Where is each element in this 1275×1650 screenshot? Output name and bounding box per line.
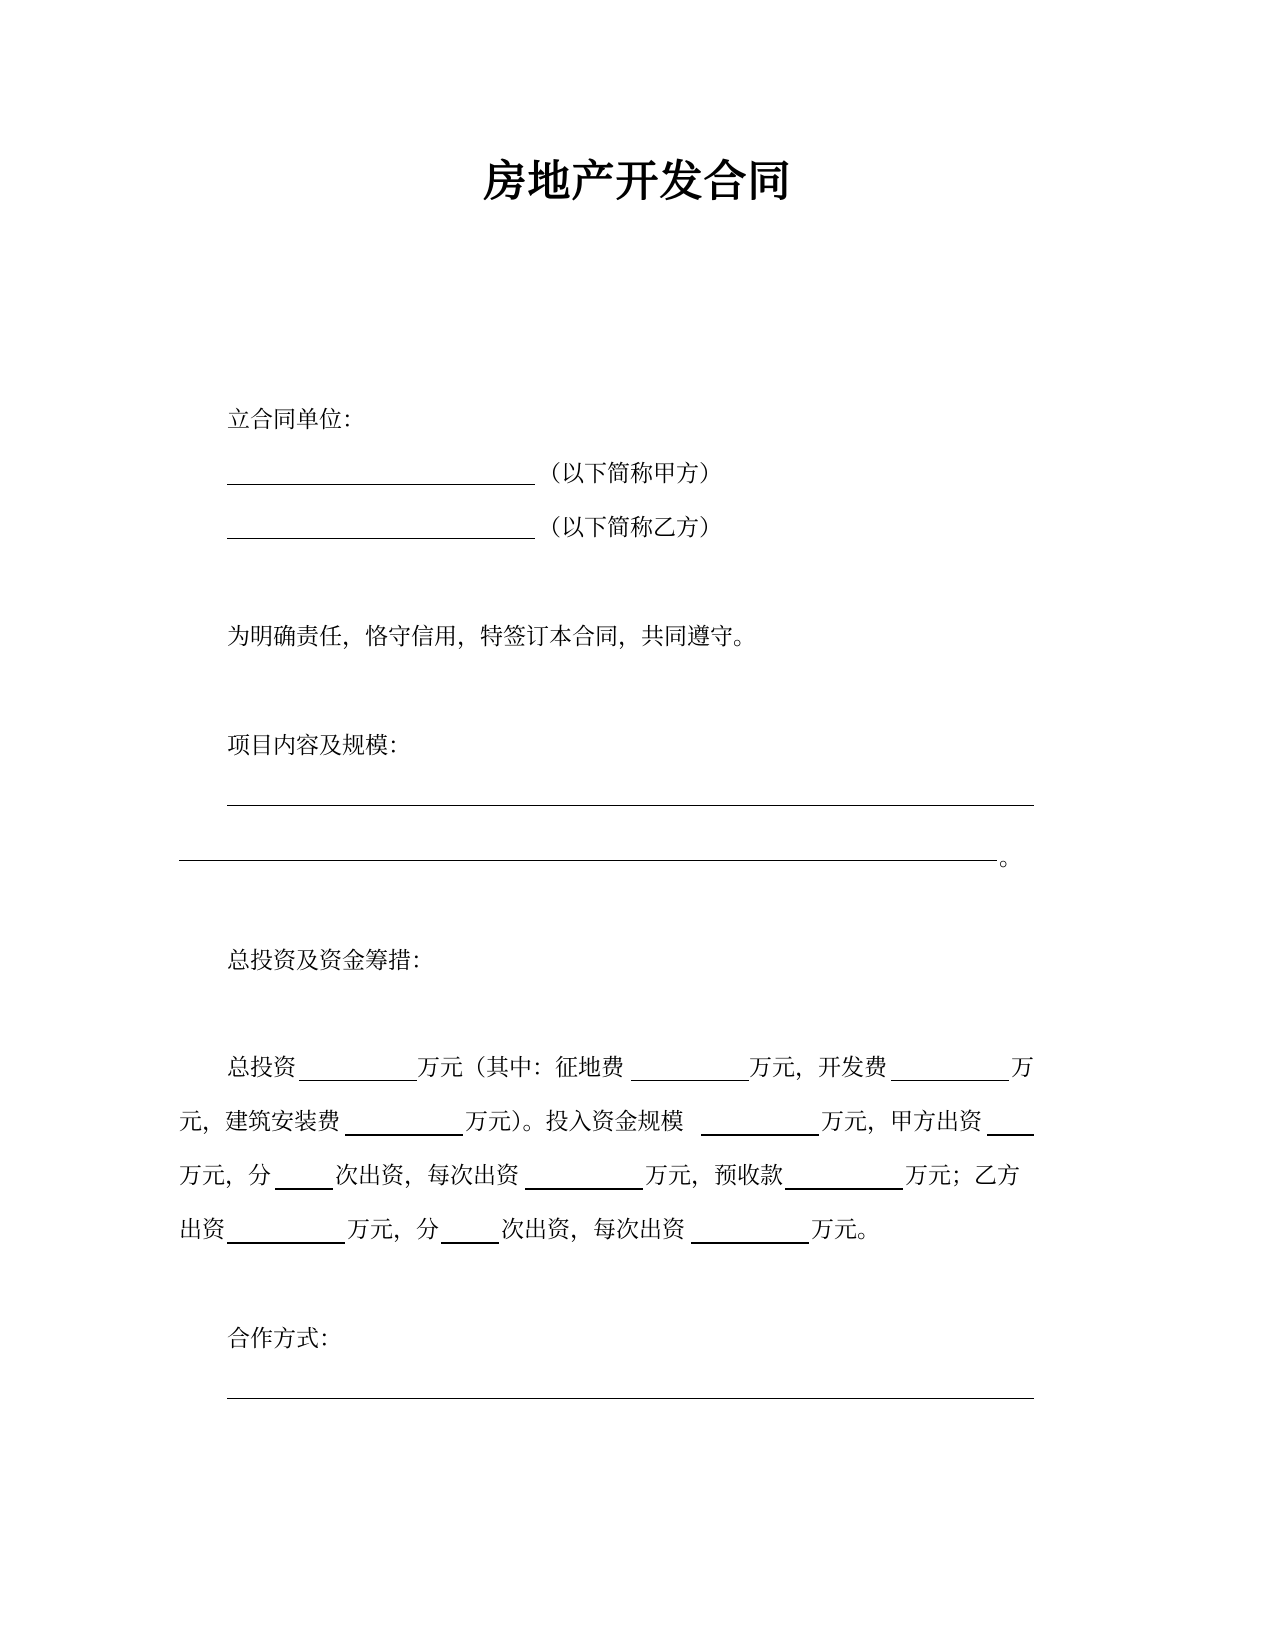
investment-line-1: [227, 1053, 1037, 1083]
cooperation-blank-line[interactable]: [227, 1398, 1034, 1399]
investment-text: 万元）。投入资金规模: [465, 1109, 684, 1135]
project-blank-line-2[interactable]: [179, 860, 997, 861]
parties-label: 立合同单位：: [227, 407, 365, 433]
investment-text: 万元（其中：征地费: [417, 1055, 624, 1081]
investment-text: 次出资，每次出资: [501, 1217, 685, 1243]
party-b-blank[interactable]: [227, 538, 535, 539]
construction-fee-blank[interactable]: [345, 1134, 463, 1136]
investment-line-4: [179, 1215, 1039, 1245]
cooperation-heading: 合作方式：: [227, 1326, 342, 1352]
advance-payment-blank[interactable]: [785, 1188, 903, 1190]
investment-line-2: [179, 1107, 1039, 1137]
investment-scale-blank[interactable]: [701, 1134, 819, 1136]
total-investment-blank[interactable]: [299, 1080, 417, 1081]
party-a-each-payment-blank[interactable]: [525, 1188, 643, 1190]
investment-text: 万元。: [811, 1217, 880, 1243]
investment-line-3: [179, 1161, 1039, 1191]
party-b-contribution-blank[interactable]: [227, 1242, 345, 1244]
investment-text: 万元；乙方: [905, 1163, 1020, 1189]
party-a-installments-blank[interactable]: [275, 1188, 333, 1190]
party-b-installments-blank[interactable]: [441, 1242, 499, 1244]
investment-text: 元，建筑安装费: [179, 1109, 340, 1135]
investment-heading: 总投资及资金筹措：: [227, 948, 434, 974]
investment-text: 万元，甲方出资: [821, 1109, 982, 1135]
development-fee-blank[interactable]: [891, 1080, 1009, 1081]
party-a-suffix: （以下简称甲方）: [538, 461, 722, 487]
document-title: 房地产开发合同: [483, 157, 792, 207]
land-fee-blank[interactable]: [631, 1080, 749, 1081]
project-heading: 项目内容及规模：: [227, 733, 411, 759]
investment-text: 万元，开发费: [749, 1055, 887, 1081]
party-a-blank[interactable]: [227, 484, 535, 485]
investment-text: 万: [1011, 1055, 1034, 1081]
investment-text: 总投资: [227, 1055, 296, 1081]
investment-text: 万元，预收款: [645, 1163, 783, 1189]
party-b-each-payment-blank[interactable]: [691, 1242, 809, 1244]
party-a-contribution-blank[interactable]: [987, 1134, 1034, 1136]
investment-text: 出资: [179, 1217, 225, 1243]
project-blank-line-1[interactable]: [227, 805, 1034, 806]
investment-text: 次出资，每次出资: [335, 1163, 519, 1189]
party-b-suffix: （以下简称乙方）: [538, 515, 722, 541]
preamble-text: 为明确责任，恪守信用，特签订本合同，共同遵守。: [227, 624, 756, 650]
investment-text: 万元，分: [347, 1217, 439, 1243]
project-end-mark: 。: [999, 845, 1022, 871]
investment-text: 万元，分: [179, 1163, 271, 1189]
